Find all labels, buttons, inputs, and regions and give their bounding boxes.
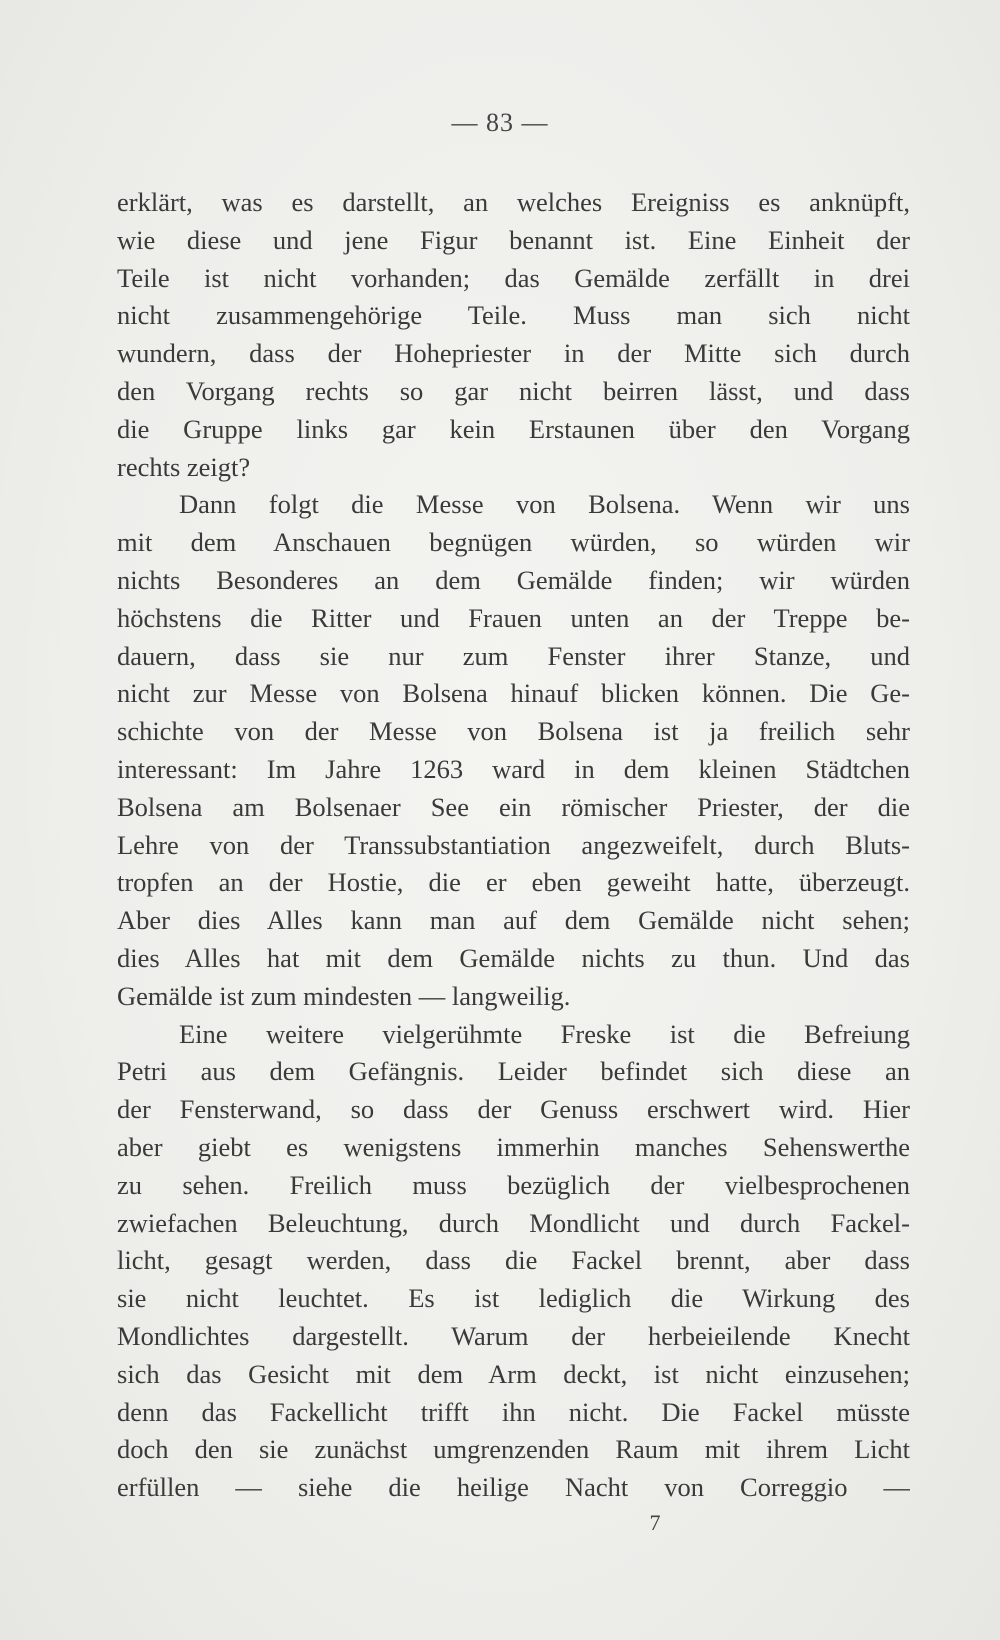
text-line: licht, gesagt werden, dass die Fackel brennt, aber dass [117,1245,910,1276]
text-line: aber giebt es wenigstens immerhin manches Sehenswerthe [117,1131,910,1162]
text-line: tropfen an der Hostie, die er eben geweiht hatte, überzeugt. [117,867,910,898]
text-line: wundern, dass der Hohepriester in der Mitte sich durch [117,338,910,369]
text-line: nichts Besonderes an dem Gemälde finden; wir würden [117,564,910,595]
text-line: Teile ist nicht vorhanden; das Gemälde zerfällt in drei [117,262,910,293]
text-line: zwiefachen Beleuchtung, durch Mondlicht und durch Fackel- [117,1207,910,1238]
text-line: Dann folgt die Messe von Bolsena. Wenn wir uns [179,489,910,520]
text-line: Lehre von der Transsubstantiation angezweifelt, durch Bluts- [117,829,910,860]
text-line: rechts zeigt? [117,451,251,482]
text-line: Bolsena am Bolsenaer See ein römischer Priester, der die [117,791,910,822]
text-line: Mondlichtes dargestellt. Warum der herbeieilende Knecht [117,1320,910,1351]
text-line: der Fensterwand, so dass der Genuss erschwert wird. Hier [117,1094,910,1125]
text-line: dauern, dass sie nur zum Fenster ihrer Stanze, und [117,640,910,671]
text-line: doch den sie zunächst umgrenzenden Raum mit ihrem Licht [117,1434,910,1465]
text-line: mit dem Anschauen begnügen würden, so würden wir [117,527,910,558]
text-line: interessant: Im Jahre 1263 ward in dem kleinen Städtchen [117,753,910,784]
text-line: erklärt, was es darstellt, an welches Ereigniss es anknüpft, [117,187,910,217]
text-line: die Gruppe links gar kein Erstaunen über den Vorgang [117,413,910,444]
signature-mark: 7 [649,1510,661,1535]
text-line: Aber dies Alles kann man auf dem Gemälde nicht sehen; [117,905,910,936]
text-line: zu sehen. Freilich muss bezüglich der vielbesprochenen [117,1169,910,1200]
text-line: Eine weitere vielgerühmte Freske ist die Befreiung [179,1018,910,1049]
text-line: nicht zur Messe von Bolsena hinauf blicken können. Die Ge- [117,678,910,709]
text-line: den Vorgang rechts so gar nicht beirren lässt, und dass [117,375,910,406]
text-line: nicht zusammengehörige Teile. Muss man sich nicht [117,300,910,331]
text-line: Gemälde ist zum mindesten — langweilig. [117,980,571,1011]
text-line: dies Alles hat mit dem Gemälde nichts zu thun. Und das [117,942,910,973]
text-line: sich das Gesicht mit dem Arm deckt, ist nicht einzusehen; [117,1358,910,1389]
text-line: erfüllen — siehe die heilige Nacht von Correggio — [117,1472,910,1503]
text-line: sie nicht leuchtet. Es ist lediglich die Wirkung des [117,1283,910,1314]
text-line: wie diese und jene Figur benannt ist. Eine Einheit der [117,224,910,255]
page-number: — 83 — [451,108,549,137]
text-line: denn das Fackellicht trifft ihn nicht. Die Fackel müsste [117,1396,910,1427]
text-line: höchstens die Ritter und Frauen unten an der Treppe be- [117,602,910,633]
text-line: schichte von der Messe von Bolsena ist ja freilich sehr [117,716,910,747]
body-text [117,184,910,1507]
text-line: Petri aus dem Gefängnis. Leider befindet sich diese an [117,1056,910,1087]
